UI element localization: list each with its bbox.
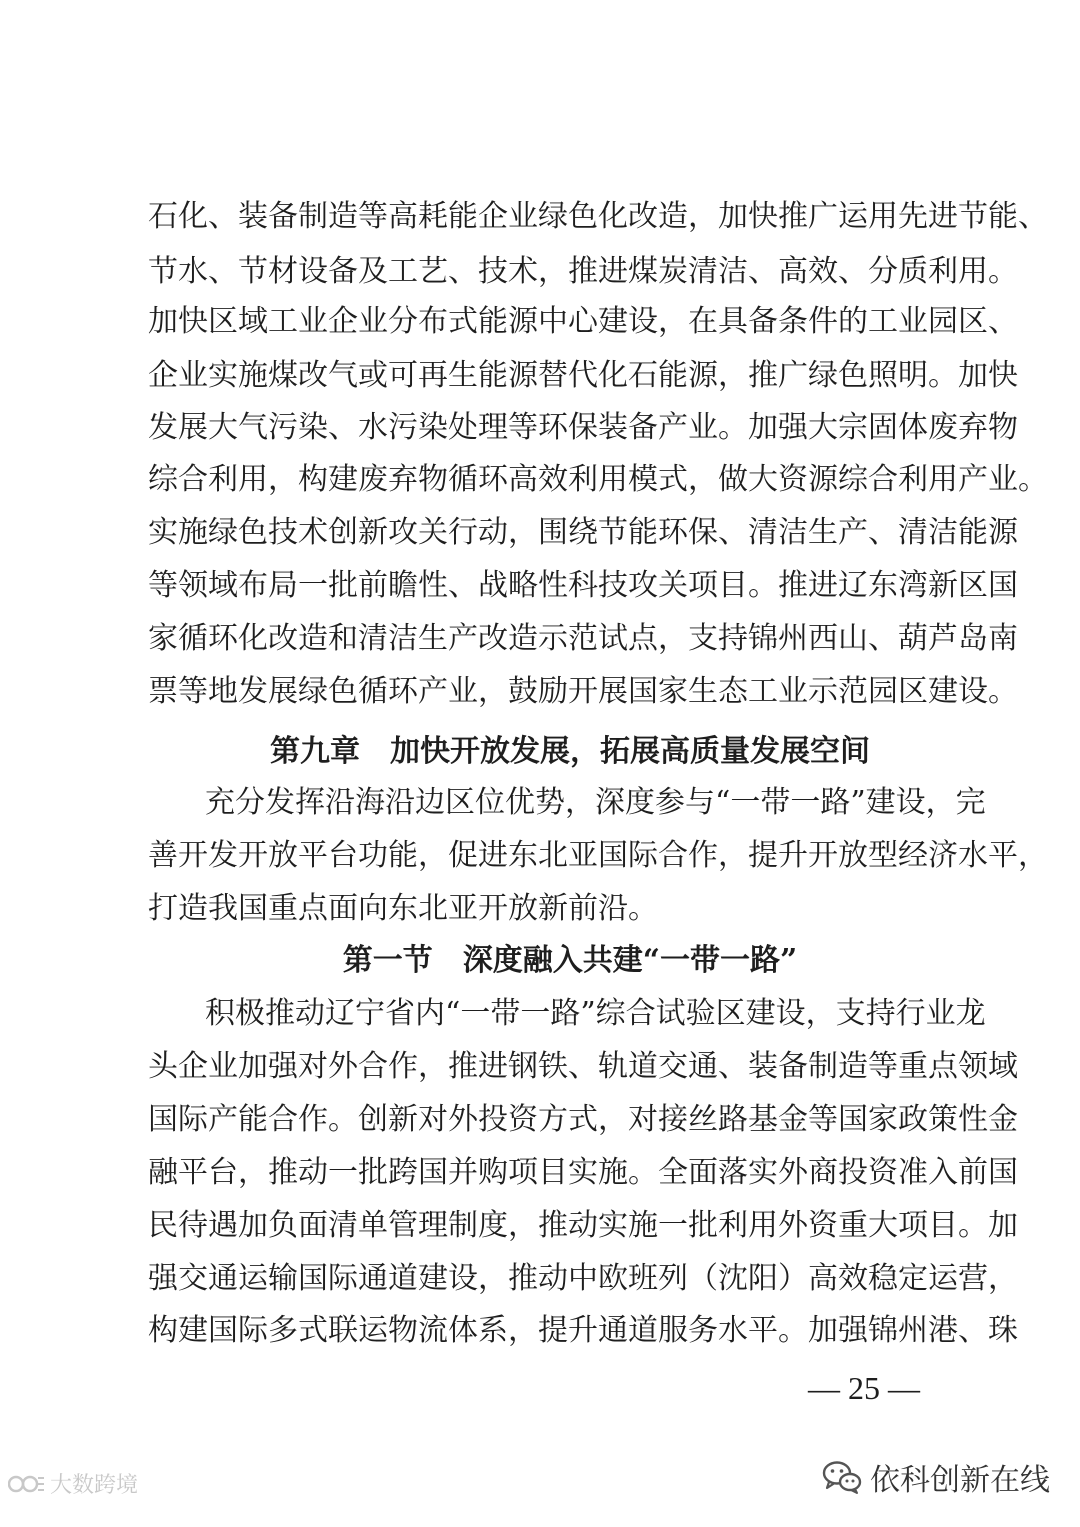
watermark-left <box>8 1468 138 1499</box>
text-line: 票等地发展绿色循环产业，鼓励开展国家生态工业示范园区建设。 <box>148 674 1018 709</box>
text-line: 头企业加强对外合作，推进钢铁、轨道交通、装备制造等重点领域 <box>148 1049 1018 1084</box>
text-line: 综合利用，构建废弃物循环高效利用模式，做大资源综合利用产业。 <box>148 462 1048 497</box>
text-line: 民待遇加负面清单管理制度，推动实施一批利用外资重大项目。加 <box>148 1208 1018 1243</box>
text-line: 充分发挥沿海沿边区位优势，深度参与“一带一路”建设，完 <box>205 785 986 820</box>
text-line: 善开发开放平台功能，促进东北亚国际合作，提升开放型经济水平， <box>148 838 1048 873</box>
text-line: 家循环化改造和清洁生产改造示范试点，支持锦州西山、葫芦岛南 <box>148 621 1018 656</box>
text-line: 融平台，推动一批跨国并购项目实施。全面落实外商投资准入前国 <box>148 1155 1018 1190</box>
watermark-left-text: 大数跨境 <box>50 1473 139 1498</box>
brand-logo-icon <box>8 1472 46 1496</box>
watermark-right <box>822 1455 1050 1499</box>
watermark-right-text: 依科创新在线 <box>870 1463 1050 1498</box>
text-line: 加快区域工业企业分布式能源中心建设，在具备条件的工业园区、 <box>148 304 1018 339</box>
text-line: 强交通运输国际通道建设，推动中欧班列（沈阳）高效稳定运营， <box>148 1261 1018 1296</box>
text-line: 实施绿色技术创新攻关行动，围绕节能环保、清洁生产、清洁能源 <box>148 515 1018 550</box>
text-line: 积极推动辽宁省内“一带一路”综合试验区建设，支持行业龙 <box>205 996 986 1031</box>
text-line: 打造我国重点面向东北亚开放新前沿。 <box>148 891 658 926</box>
text-line: 等领域布局一批前瞻性、战略性科技攻关项目。推进辽东湾新区国 <box>148 568 1018 603</box>
text-line: 发展大气污染、水污染处理等环保装备产业。加强大宗固体废弃物 <box>148 410 1018 445</box>
wechat-icon <box>822 1459 862 1495</box>
section-title: 第一节 深度融入共建“一带一路” <box>342 943 798 978</box>
chapter-title: 第九章 加快开放发展，拓展高质量发展空间 <box>270 734 870 769</box>
page-number: — 25 — <box>808 1370 920 1406</box>
text-line: 企业实施煤改气或可再生能源替代化石能源，推广绿色照明。加快 <box>148 358 1018 393</box>
text-line: 石化、装备制造等高耗能企业绿色化改造，加快推广运用先进节能、 <box>148 199 1048 234</box>
text-line: 构建国际多式联运物流体系，提升通道服务水平。加强锦州港、珠 <box>148 1313 1018 1348</box>
text-line: 国际产能合作。创新对外投资方式，对接丝路基金等国家政策性金 <box>148 1102 1018 1137</box>
text-line: 节水、节材设备及工艺、技术，推进煤炭清洁、高效、分质利用。 <box>148 254 1018 289</box>
